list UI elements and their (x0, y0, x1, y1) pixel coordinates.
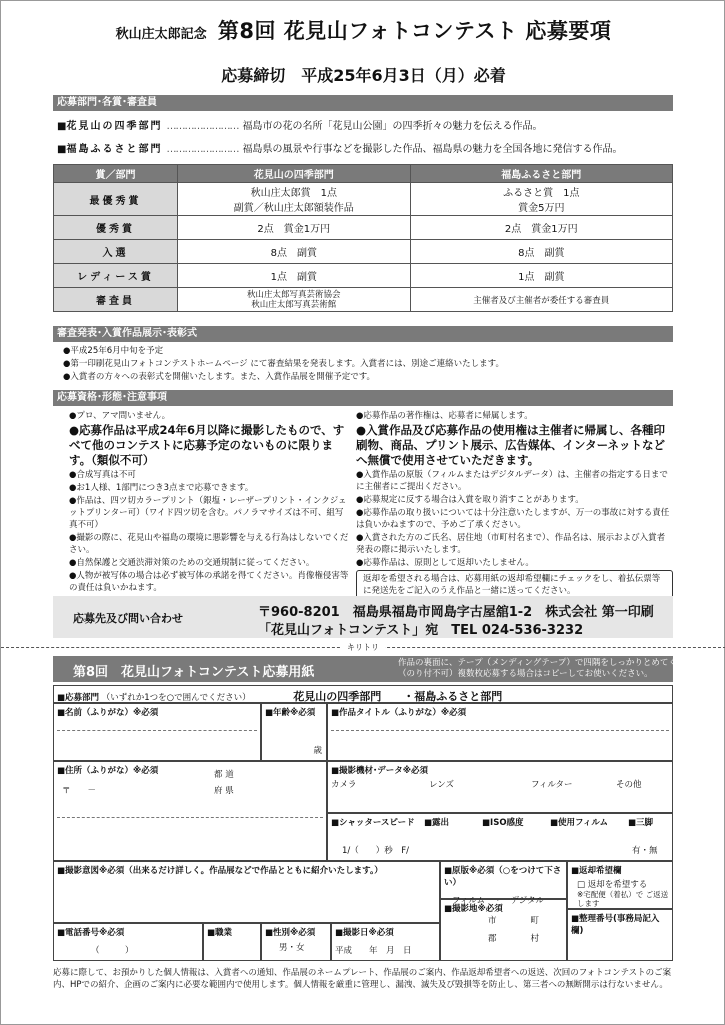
rules-right (356, 410, 673, 601)
list-item: ●合成写真は不可 (69, 470, 136, 480)
award-cell: 1点 副賞 (410, 264, 672, 288)
return-checkbox[interactable]: □ 返却を希望する (577, 880, 648, 890)
dept-row[interactable] (53, 685, 673, 703)
intent-field[interactable] (53, 861, 440, 923)
contact-phone: 「花見山フォトコンテスト」宛 TEL 024-536-3232 (258, 623, 584, 638)
field-label: ■職業 (207, 928, 233, 938)
list-item: ●作品は、四ツ切カラープリント（銀塩・レーザープリント・インクジェットプリンター可）（ワイド四ツ切を含む。パノラマサイズは不可、組写真不可） (69, 496, 347, 530)
form-note-line: 作品の裏面に、テープ（メンディングテープ）で四隅をしっかりとめてください。 (398, 658, 711, 668)
field-label: ■住所（ふりがな）※必須 (57, 766, 159, 776)
award-label: 入選 (54, 240, 178, 264)
awards-table (53, 164, 673, 312)
address-field[interactable] (53, 761, 327, 861)
field-label: ■撮影機材･データ※必須 (331, 766, 429, 776)
award-cell: 秋山庄太郎賞 1点 副賞／秋山庄太郎額装作品 (178, 183, 411, 216)
section-categories: 応募部門･各賞･審査員 (53, 95, 673, 111)
original-value: フィルム ・ デジタル (452, 896, 544, 906)
gender-field[interactable] (261, 923, 331, 961)
list-item: ●入賞された方のご氏名、居住地（市町村名まで）、作品名は、展示および入賞者発表の際に掲示いたします。 (356, 533, 666, 555)
field-label: ■整理番号(事務局記入欄) (571, 914, 660, 936)
equipment-field[interactable] (327, 761, 673, 813)
field-label: ■三脚 (628, 818, 654, 828)
equip-camera: カメラ (331, 780, 357, 790)
reg-field (567, 909, 673, 961)
field-label: ■使用フィルム (550, 818, 609, 828)
table-row (54, 183, 673, 216)
dash-line (331, 730, 669, 731)
contact-box (53, 596, 673, 638)
list-item: ●第一印刷花見山フォトコンテストホームページ にて審査結果を発表します。入賞者には、別途ご連絡いたします。 (63, 359, 504, 369)
awards-header: 賞／部門 (54, 165, 178, 183)
list-item: ●自然保護と交通渋滞対策のための交通規制に従ってください。 (69, 558, 315, 568)
awards-header: 花見山の四季部門 (178, 165, 411, 183)
title-field[interactable] (327, 703, 673, 761)
award-cell: 1点 副賞 (178, 264, 411, 288)
date-field[interactable] (331, 923, 440, 961)
contact-address: 〒960-8201 福島県福島市岡島字古屋舘1-2 株式会社 第一印刷 (258, 605, 654, 620)
section-rules: 応募資格･形態･注意事項 (53, 390, 673, 406)
exposure-fields[interactable] (327, 813, 673, 861)
form-title: 第8回 花見山フォトコンテスト応募用紙 (73, 665, 315, 680)
deadline: 応募締切 平成25年6月3日（月）必着 (221, 66, 506, 85)
award-label: レディース賞 (54, 264, 178, 288)
field-label: ■露出 (424, 818, 450, 828)
list-item: ●応募規定に反する場合は入賞を取り消すことがあります。 (356, 495, 584, 505)
award-cell: 秋山庄太郎写真芸術協会 秋山庄太郎写真芸術館 (178, 288, 411, 312)
table-row (54, 264, 673, 288)
field-label: ■シャッタースピード (331, 818, 415, 828)
list-item: ●人物が被写体の場合は必ず被写体の承諾を得てください。肖像権侵害等の責任は負いかねます。 (69, 571, 349, 593)
postal-mark: 〒 － (62, 786, 97, 796)
title-main: 第8回 花見山フォトコンテスト 応募要項 (217, 19, 612, 43)
page-title (1, 15, 725, 45)
table-row (54, 288, 673, 312)
table-row (54, 216, 673, 240)
shutter-value: 1/（ ）秒 F/ (342, 846, 410, 856)
pref-label: 都 道 (214, 770, 234, 780)
list-item: ●撮影の際に、花見山や福島の環境に悪影響を与える行為はしないでください。 (69, 533, 349, 555)
return-note: 返却を希望される場合は、応募用紙の返却希望欄にチェックをし、着払伝票等に発送先をご記入のうえ作品と一緒に送ってください。 (356, 570, 673, 600)
award-cell: ふるさと賞 1点 賞金5万円 (410, 183, 672, 216)
award-label: 優秀賞 (54, 216, 178, 240)
name-field[interactable] (53, 703, 261, 761)
equip-other: その他 (616, 780, 642, 790)
form-header (53, 656, 711, 682)
title-prefix: 秋山庄太郎記念 (115, 27, 207, 42)
list-item: ●平成25年6月中旬を予定 (63, 346, 164, 356)
equip-filter: フィルター (531, 780, 573, 790)
return-field[interactable] (567, 861, 673, 909)
award-cell: 主催者及び主催者が委任する審査員 (410, 288, 672, 312)
field-label: ■電話番号※必須 (57, 928, 125, 938)
field-label: ■返却希望欄 (571, 866, 622, 876)
category-desc: 福島市の花の名所「花見山公園」の四季折々の魅力を伝える作品。 (242, 121, 543, 132)
form-note-line: （のり付不可）複数枚応募する場合はコピーしてお使いください。 (398, 669, 653, 679)
phone-field[interactable] (53, 923, 203, 961)
list-item: ●プロ、アマ問いません。 (69, 411, 171, 421)
phone-value: （ ） (91, 946, 134, 956)
field-label: ■原版※必須（○をつけて下さい） (444, 866, 562, 888)
equip-lens: レンズ (429, 780, 455, 790)
list-item: ●入賞作品の原版（フィルムまたはデジタルデータ）は、主催者の指定する日までに主催者にご提出ください。 (356, 470, 668, 492)
category-name: 花見山の四季部門 (66, 121, 163, 132)
original-field[interactable] (440, 861, 567, 906)
award-cell: 2点 賞金1万円 (410, 216, 672, 240)
dept-choice[interactable]: 花見山の四季部門 ・福島ふるさと部門 (293, 690, 503, 703)
privacy-footer: 応募に際して、お預かりした個人情報は、入賞者への通知、作品展のネームプレート、作品展のご案内、作品返却希望者への返送、次回のフォトコンテストのご案内、HPでの紹介、企画のご案内に必要な範囲内で使用します。個人情報を厳重に管理し、漏洩、滅失及び毀損等を防止し、第三者への無断開示は行ないません。 (53, 968, 672, 990)
return-note-small: ※宅配便（着払）で ご返送します (577, 890, 669, 908)
age-field[interactable] (261, 703, 327, 761)
location-county: 郡 村 (488, 934, 540, 944)
pref-label: 府 県 (214, 786, 234, 796)
job-field[interactable] (203, 923, 261, 961)
category-name: 福島ふるさと部門 (66, 144, 163, 155)
list-item: ●応募作品の著作権は、応募者に帰属します。 (356, 411, 533, 421)
tripod-value: 有・無 (632, 846, 658, 856)
award-label: 審査員 (54, 288, 178, 312)
announcement-list (63, 345, 663, 384)
field-label: ■撮影意図※必須（出来るだけ詳しく。作品展などで作品とともに紹介いたします。） (57, 866, 383, 876)
contact-label: 応募先及び問い合わせ (73, 612, 183, 625)
location-field[interactable] (440, 899, 567, 961)
list-item: ●応募作品は平成24年6月以降に撮影したもので、すべて他のコンテストに応募予定のないものに限ります。（類似不可） (69, 423, 345, 467)
field-label: ■性別※必須 (265, 928, 316, 938)
form-note (398, 658, 711, 680)
field-label: ■ISO感度 (482, 818, 524, 828)
field-label: ■年齢※必須 (265, 708, 316, 718)
dash-line (57, 817, 323, 818)
list-item: ●応募作品は、原則として返却いたしません。 (356, 558, 534, 568)
field-label: ■作品タイトル（ふりがな）※必須 (331, 708, 467, 718)
section-announcement: 審査発表･入賞作品展示･表彰式 (53, 326, 673, 342)
list-item: ●応募作品の取り扱いについては十分注意いたしますが、万一の事故に対する責任は負いかねますので、予めご了承ください。 (356, 508, 670, 530)
list-item: ●入賞者の方々への表彰式を開催いたします。また、入賞作品展を開催予定です。 (63, 372, 376, 382)
date-value: 平成 年 月 日 (335, 946, 412, 956)
award-cell: 2点 賞金1万円 (178, 216, 411, 240)
field-label: ■名前（ふりがな）※必須 (57, 708, 159, 718)
category-line: ■花見山の四季部門 …………………… 福島市の花の名所「花見山公園」の四季折々の魅力を伝える作品。 (57, 121, 543, 132)
field-label: ■撮影地※必須 (444, 904, 503, 914)
award-cell: 8点 副賞 (410, 240, 672, 264)
awards-header: 福島ふるさと部門 (410, 165, 672, 183)
table-row (54, 240, 673, 264)
dept-label: ■応募部門 (57, 693, 100, 703)
category-desc: 福島県の風景や行事などを撮影した作品、福島県の魅力を全国各地に発信する作品。 (242, 144, 623, 155)
field-label: ■撮影日※必須 (335, 928, 394, 938)
cut-label: キリトリ (341, 642, 385, 653)
award-cell: 8点 副賞 (178, 240, 411, 264)
list-item: ●入賞作品及び応募作品の使用権は主催者に帰属し、各種印刷物、商品、プリント展示、広告媒体、インターネットなどへ無償で使用させていただきます。 (356, 423, 666, 467)
location-city: 市 町 (488, 916, 540, 926)
dept-hint: （いずれか1つを○で囲んでください） (101, 693, 251, 703)
age-unit: 歳 (313, 746, 322, 756)
dash-line (57, 730, 257, 731)
leader-dots: …………………… (166, 121, 239, 132)
list-item: ●お1人様、1部門につき3点まで応募できます。 (69, 483, 254, 493)
gender-value: 男・女 (279, 943, 305, 953)
category-line: ■福島ふるさと部門 …………………… 福島県の風景や行事などを撮影した作品、福島県の魅力を全国各地に発信する作品。 (57, 144, 623, 155)
rules-left (69, 410, 351, 595)
leader-dots: …………………… (166, 144, 239, 155)
award-label: 最優秀賞 (54, 183, 178, 216)
